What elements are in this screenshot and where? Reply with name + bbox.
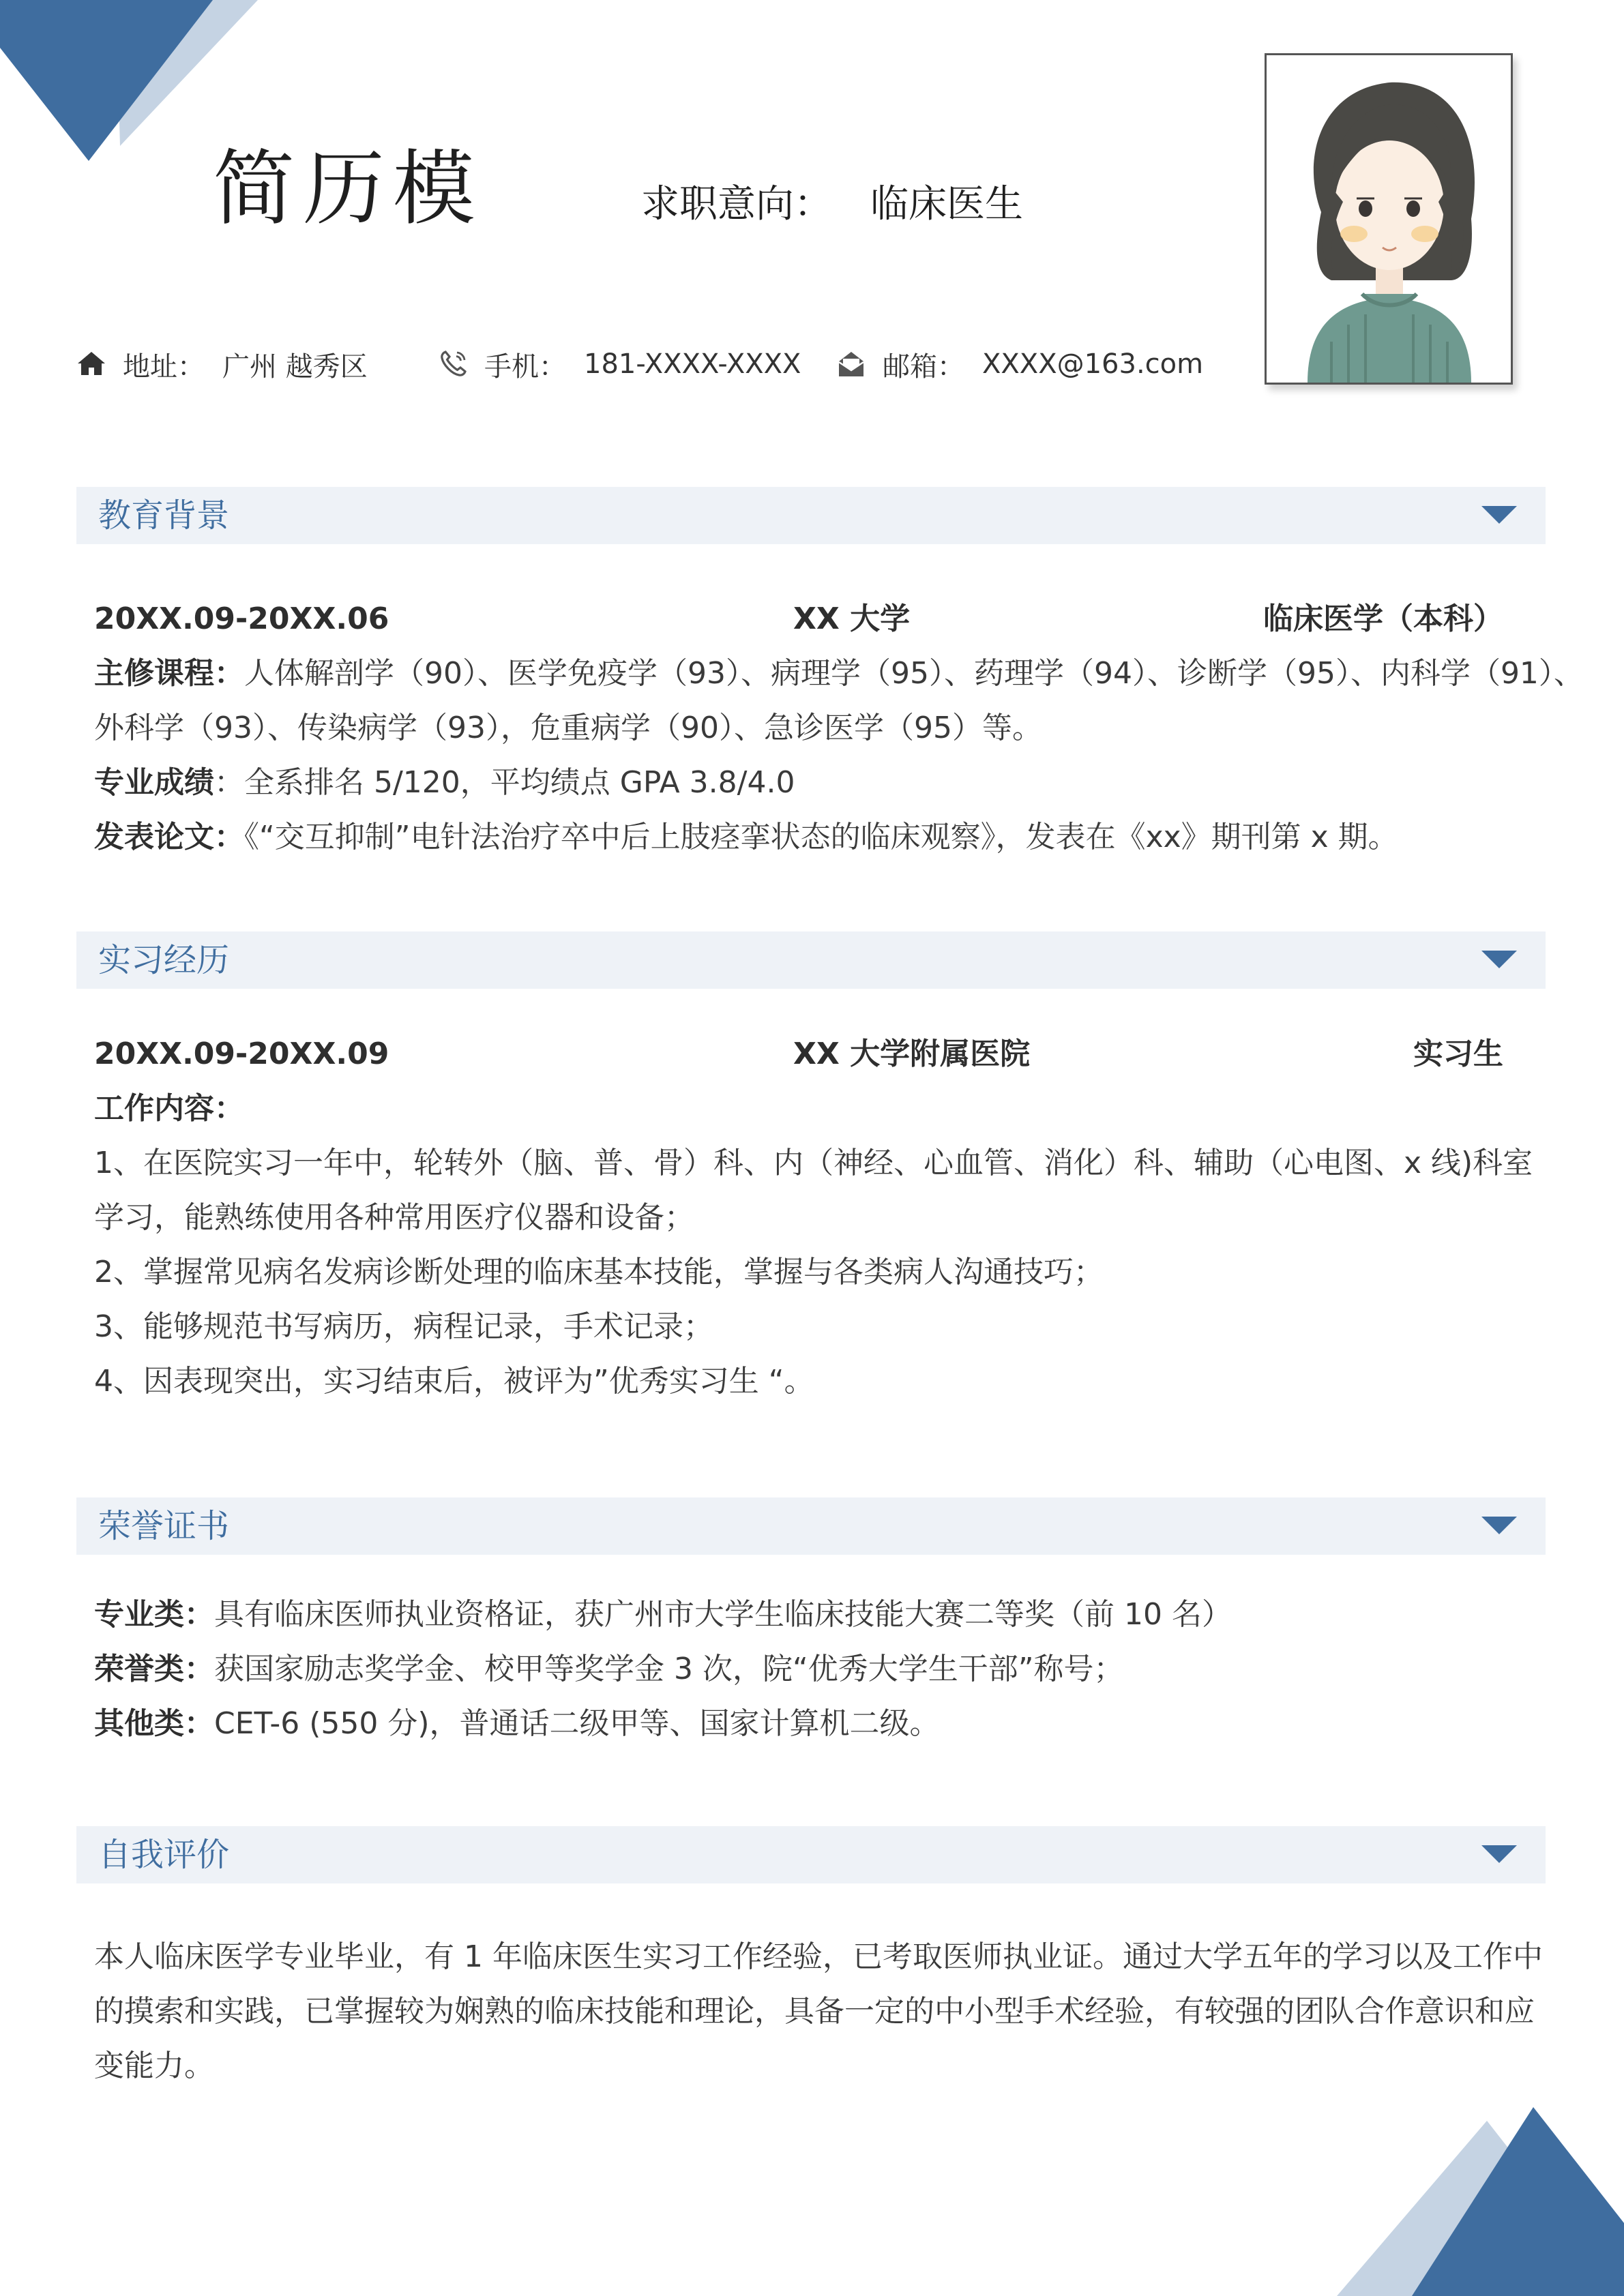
avatar-illustration xyxy=(1267,55,1511,383)
phone-label: 手机： xyxy=(484,351,566,383)
triangle-down-icon xyxy=(1481,951,1517,968)
job-intent-label: 求职意向： xyxy=(641,182,832,226)
grades-value: ：全系排名 5/120，平均绩点 GPA 3.8/4.0 xyxy=(214,765,795,800)
internship-date: 20XX.09-20XX.09 xyxy=(94,1037,389,1071)
courses-line-1 xyxy=(94,646,1584,701)
honor-professional-label: 专业类： xyxy=(94,1597,214,1632)
section-title: 教育背景 xyxy=(98,496,230,535)
education-row-header xyxy=(94,592,1503,646)
grades-line xyxy=(94,756,795,810)
internship-role: 实习生 xyxy=(1413,1037,1503,1071)
resume-title: 简历模 xyxy=(213,142,483,237)
work-item-1-line-2: 学习，能熟练使用各种常用医疗仪器和设备； xyxy=(94,1200,694,1235)
section-header-honors xyxy=(76,1497,1546,1555)
honor-professional xyxy=(94,1587,1232,1642)
grades-label: 专业成绩 xyxy=(94,765,214,800)
job-intent-value: 临床医生 xyxy=(870,182,1023,226)
education-date: 20XX.09-20XX.06 xyxy=(94,601,389,636)
honor-other-label: 其他类： xyxy=(94,1706,214,1741)
contact-email xyxy=(835,345,1203,383)
work-item-1-line-1: 1、在医院实习一年中，轮转外（脑、普、骨）科、内（神经、心血管、消化）科、辅助（心电图、x 线)科室 xyxy=(94,1146,1533,1180)
triangle-down-icon xyxy=(1481,1845,1517,1863)
honor-other xyxy=(94,1697,940,1751)
work-item-2: 2、掌握常见病名发病诊断处理的临床基本技能，掌握与各类病人沟通技巧； xyxy=(94,1255,1104,1289)
mail-icon xyxy=(835,348,868,381)
self-eval-line-1: 本人临床医学专业毕业，有 1 年临床医生实习工作经验，已考取医师执业证。通过大学五年的学习以及工作中 xyxy=(94,1939,1543,1974)
top-left-decoration xyxy=(0,0,259,164)
bottom-right-decoration xyxy=(1337,2100,1624,2296)
section-title: 自我评价 xyxy=(98,1836,230,1874)
self-eval-line-2: 的摸索和实践，已掌握较为娴熟的临床技能和理论，具备一定的中小型手术经验，有较强的团队合作意识和应 xyxy=(94,1994,1535,2029)
triangle-down-icon xyxy=(1481,1517,1517,1534)
work-item-3: 3、能够规范书写病历，病程记录，手术记录； xyxy=(94,1309,713,1344)
honor-other-value: CET-6 (550 分)，普通话二级甲等、国家计算机二级。 xyxy=(214,1706,940,1741)
section-title: 荣誉证书 xyxy=(98,1507,230,1545)
email-value: XXXX@163.com xyxy=(982,348,1204,380)
address-value: 广州 越秀区 xyxy=(222,351,368,383)
section-header-internship xyxy=(76,931,1546,989)
profile-photo xyxy=(1265,53,1513,385)
home-icon xyxy=(75,348,108,381)
phone-icon xyxy=(437,348,469,381)
honor-awards-value: 获国家励志奖学金、校甲等奖学金 3 次，院“优秀大学生干部”称号； xyxy=(214,1652,1124,1686)
courses-label: 主修课程： xyxy=(94,656,244,691)
education-school: XX 大学 xyxy=(793,601,911,636)
paper-value: 《“交互抑制”电针法治疗卒中后上肢痉挛状态的临床观察》，发表在《xx》期刊第 x 期。 xyxy=(244,820,1398,854)
internship-org: XX 大学附属医院 xyxy=(793,1037,1031,1071)
courses-text-1: 人体解剖学（90）、医学免疫学（93）、病理学（95）、药理学（94）、诊断学（95）、内科学（91）、 xyxy=(244,656,1584,691)
section-title: 实习经历 xyxy=(98,941,230,979)
section-header-self-evaluation xyxy=(76,1826,1546,1883)
work-item-4: 4、因表现突出，实习结束后，被评为”优秀实习生 “。 xyxy=(94,1364,814,1399)
courses-text-2: 外科学（93）、传染病学（93），危重病学（90）、急诊医学（95）等。 xyxy=(94,711,1042,745)
contact-phone xyxy=(437,345,801,383)
paper-line xyxy=(94,810,1398,865)
triangle-down-icon xyxy=(1481,506,1517,524)
honor-awards xyxy=(94,1642,1124,1697)
education-major: 临床医学（本科） xyxy=(1263,601,1503,636)
honor-professional-value: 具有临床医师执业资格证，获广州市大学生临床技能大赛二等奖（前 10 名） xyxy=(214,1597,1232,1632)
address-label: 地址： xyxy=(123,351,205,383)
section-header-education xyxy=(76,487,1546,544)
internship-row-header xyxy=(94,1027,1503,1082)
honor-awards-label: 荣誉类： xyxy=(94,1652,214,1686)
contact-address xyxy=(75,345,368,383)
self-eval-line-3: 变能力。 xyxy=(94,2048,214,2083)
work-content-label: 工作内容： xyxy=(94,1091,244,1126)
email-label: 邮箱： xyxy=(883,351,964,383)
phone-value: 181-XXXX-XXXX xyxy=(584,348,801,380)
paper-label: 发表论文： xyxy=(94,820,244,854)
